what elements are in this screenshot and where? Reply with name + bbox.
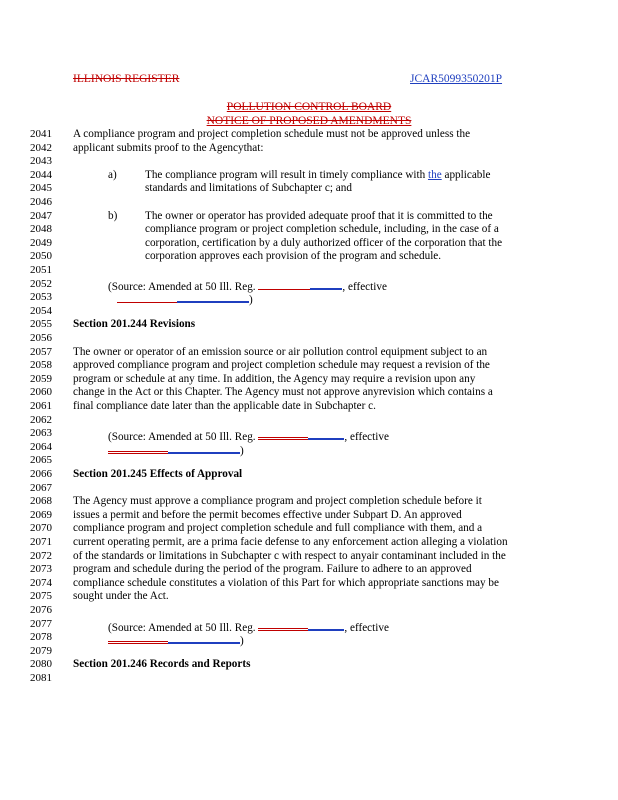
line-number: 2043	[30, 155, 52, 168]
line-2071	[30, 536, 590, 550]
line-number: 2072	[30, 549, 52, 562]
line-2072	[30, 550, 590, 564]
line-number: 2044	[30, 168, 52, 181]
source-text: (Source: Amended at 50 Ill. Reg.	[108, 621, 259, 634]
jcar-code: JCAR5099350201P	[410, 73, 503, 85]
register-title: ILLINOIS REGISTER	[73, 73, 180, 85]
line-number: 2052	[30, 277, 52, 290]
line-2052	[30, 278, 590, 292]
line-text: corporation, certification by a duly authorized officer of the corporation that the	[145, 236, 503, 249]
line-text: final compliance date later than the applicable date in Subchapter c.	[73, 400, 376, 412]
line-2076	[30, 604, 590, 618]
line-2043	[30, 155, 590, 169]
line-text: current operating permit, are a prima facie defense to any enforcement action alleging a violation	[73, 536, 508, 548]
line-text: program and schedule during the period of the program. Failure to adhere to an approved	[73, 563, 472, 576]
line-2047	[30, 210, 590, 224]
line-text: A compliance program and project completion schedule must not be approved unless the	[73, 128, 471, 140]
text-part: The compliance program will result in timely compliance with	[145, 168, 429, 181]
line-2070	[30, 522, 590, 536]
list-marker: a)	[108, 168, 117, 181]
source-tail: )	[240, 444, 244, 457]
line-number: 2080	[30, 658, 52, 671]
line-text: compliance schedule constitutes a violation of this Part for which appropriate sanctions may be	[73, 576, 499, 589]
line-text: program or schedule at any time. In addition, the Agency may require a revision upon any	[73, 372, 476, 385]
blank-date-deleted	[117, 292, 177, 303]
line-2066	[30, 468, 590, 482]
line-number: 2054	[30, 304, 52, 317]
line-number: 2063	[30, 427, 52, 440]
line-2054	[30, 305, 590, 319]
line-number: 2042	[30, 141, 52, 154]
list-marker: b)	[108, 209, 118, 222]
line-2051	[30, 264, 590, 278]
blank-register	[308, 619, 344, 631]
section-heading: Section 201.245 Effects of Approval	[73, 468, 243, 480]
source-tail: , effective	[344, 621, 389, 634]
line-number: 2073	[30, 563, 52, 576]
section-heading: Section 201.246 Records and Reports	[73, 658, 251, 671]
line-number: 2066	[30, 468, 52, 480]
line-number: 2060	[30, 386, 52, 399]
line-number: 2041	[30, 128, 52, 140]
line-2046	[30, 196, 590, 210]
blank-register-deleted	[258, 279, 310, 290]
line-number: 2050	[30, 250, 52, 263]
blank-register-deleted	[258, 618, 308, 631]
line-2063	[30, 427, 590, 444]
line-text: The owner or operator of an emission source or air pollution control equipment subject to an	[73, 345, 488, 358]
inserted-text: the	[428, 168, 442, 181]
line-text: The Agency must approve a compliance program and project completion schedule before it	[73, 495, 482, 508]
line-text: corporation approves each provision of the program and schedule.	[145, 250, 442, 263]
line-2048	[30, 223, 590, 237]
line-number: 2047	[30, 209, 52, 222]
blank-register	[308, 428, 344, 440]
line-text: compliance program and project completion schedule and full compliance with them, and a	[73, 522, 483, 535]
blank-register	[310, 278, 342, 290]
blank-register-deleted	[258, 427, 308, 440]
source-tail: )	[240, 635, 244, 648]
line-2053	[30, 291, 590, 305]
line-number: 2061	[30, 400, 52, 412]
line-number: 2057	[30, 345, 52, 358]
line-2067	[30, 482, 590, 496]
blank-date	[168, 442, 240, 454]
line-2042	[30, 142, 590, 156]
line-2059	[30, 373, 590, 387]
line-2077	[30, 618, 590, 632]
line-number: 2069	[30, 508, 52, 521]
line-number: 2053	[30, 291, 52, 304]
line-number: 2051	[30, 264, 52, 276]
line-number: 2048	[30, 223, 52, 236]
line-2069	[30, 509, 590, 523]
source-text: (Source: Amended at 50 Ill. Reg.	[108, 280, 259, 293]
line-number: 2062	[30, 413, 52, 426]
line-2060	[30, 386, 590, 400]
line-2081	[30, 672, 590, 686]
section-heading: Section 201.244 Revisions	[73, 318, 196, 331]
line-number: 2058	[30, 359, 52, 372]
blank-date	[168, 632, 240, 644]
blank-date-deleted	[108, 441, 168, 454]
line-number: 2055	[30, 318, 52, 331]
line-2058	[30, 359, 590, 373]
line-number: 2064	[30, 440, 52, 453]
line-number: 2046	[30, 196, 52, 208]
line-number: 2065	[30, 454, 52, 467]
source-tail: )	[249, 294, 253, 307]
line-number: 2049	[30, 236, 52, 249]
line-text: issues a permit and before the permit becomes effective under Subpart D. An approved	[73, 508, 462, 521]
line-text: of the standards or limitations in Subchapter c with respect to anyair contaminant included in the	[73, 549, 506, 562]
line-text: compliance program or project completion schedule, including, in the case of a	[145, 223, 499, 236]
line-number: 2079	[30, 644, 52, 657]
source-text: (Source: Amended at 50 Ill. Reg.	[108, 431, 259, 444]
source-tail: , effective	[344, 431, 389, 444]
line-2061	[30, 400, 590, 414]
line-number: 2076	[30, 604, 52, 616]
notice-title: NOTICE OF PROPOSED AMENDMENTS	[206, 115, 412, 127]
line-text: sought under the Act.	[73, 590, 169, 603]
line-2062	[30, 414, 590, 428]
line-number: 2045	[30, 182, 52, 195]
line-number: 2067	[30, 481, 52, 494]
line-2074	[30, 577, 590, 591]
line-2044	[30, 169, 590, 183]
line-2079	[30, 645, 590, 659]
line-2055	[30, 318, 590, 332]
line-text: change in the Act or this Chapter. The Agency must not approve anyrevision which contains a	[73, 386, 493, 399]
line-2056	[30, 332, 590, 346]
blank-date-deleted	[108, 631, 168, 644]
board-name: POLLUTION CONTROL BOARD	[226, 101, 392, 113]
line-2041	[30, 128, 590, 142]
line-text: standards and limitations of Subchapter c; and	[145, 182, 352, 195]
line-number: 2078	[30, 631, 52, 644]
source-tail: , effective	[342, 280, 387, 293]
line-2073	[30, 563, 590, 577]
line-text: applicant submits proof to the Agencythat:	[73, 141, 264, 154]
line-2068	[30, 495, 590, 509]
line-text: approved compliance program and project completion schedule may request a revision of the	[73, 359, 490, 372]
line-2064	[30, 441, 590, 455]
line-text: The owner or operator has provided adequate proof that it is committed to the	[145, 209, 493, 222]
line-2078	[30, 631, 590, 648]
line-number: 2071	[30, 536, 52, 548]
line-2045	[30, 182, 590, 196]
text-part: applicable	[441, 168, 491, 181]
blank-date	[177, 291, 249, 303]
line-number: 2056	[30, 332, 52, 344]
line-number: 2074	[30, 576, 52, 589]
line-2050	[30, 250, 590, 264]
line-2065	[30, 454, 590, 468]
line-text	[145, 169, 490, 183]
line-number: 2059	[30, 372, 52, 385]
line-2049	[30, 237, 590, 251]
line-2080	[30, 658, 590, 672]
line-number: 2070	[30, 522, 52, 535]
line-2075	[30, 590, 590, 604]
line-number: 2081	[30, 672, 52, 684]
line-2057	[30, 346, 590, 360]
line-number: 2068	[30, 495, 52, 508]
line-number: 2075	[30, 590, 52, 603]
line-number: 2077	[30, 617, 52, 630]
